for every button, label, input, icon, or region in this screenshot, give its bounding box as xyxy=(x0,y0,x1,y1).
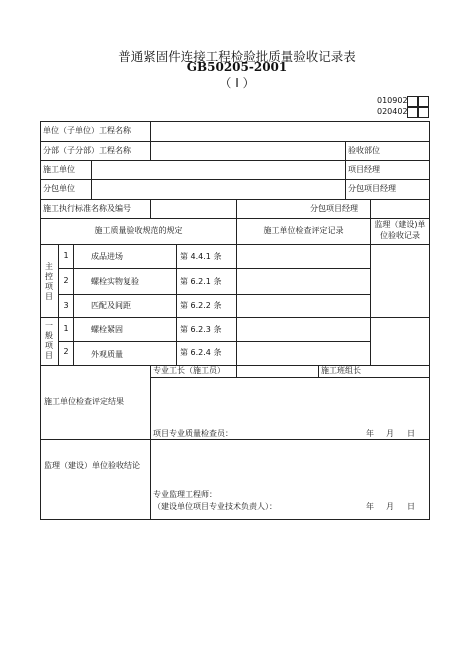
item-name: 螺栓实物复验 xyxy=(91,277,139,286)
table-border xyxy=(41,122,430,520)
item-clause: 第 4.4.1 条 xyxy=(180,252,222,261)
form-number: （ Ⅰ ） xyxy=(219,76,255,90)
supervision-conclusion-label: 监理（建设）单位验收结论 xyxy=(44,461,140,470)
item-no: 1 xyxy=(63,251,69,260)
subcontract-unit-label: 分包单位 xyxy=(43,184,75,193)
item-clause: 第 6.2.4 条 xyxy=(180,348,222,357)
project-manager-label: 项目经理 xyxy=(348,165,380,174)
item-name: 成品进场 xyxy=(91,252,123,261)
month-label: 月 xyxy=(386,429,394,438)
check-result-label: 施工单位检查评定结果 xyxy=(44,397,124,406)
general-label: 一般项目 xyxy=(45,321,53,360)
item-no: 3 xyxy=(63,301,69,310)
check-record-header: 施工单位检查评定记录 xyxy=(263,226,344,235)
supervisor-label: 专业监理工程师： xyxy=(153,490,217,499)
main-control-label: 主控项目 xyxy=(45,262,53,301)
foreman-label: 专业工长（施工员） xyxy=(153,366,225,375)
code-2: 020402 xyxy=(377,107,408,116)
spec-header: 施工质量验收规范的规定 xyxy=(94,226,183,235)
item-no: 2 xyxy=(63,347,69,356)
team-leader-label: 施工班组长 xyxy=(321,366,361,375)
form-title: 普通紧固件连接工程检验批质量验收记录表 xyxy=(118,49,356,64)
item-no: 2 xyxy=(63,276,69,285)
item-name: 匹配及间距 xyxy=(91,301,131,310)
day-label: 日 xyxy=(407,502,415,511)
sub-project-label: 分部（子分部）工程名称 xyxy=(43,146,131,155)
acceptance-part-label: 验收部位 xyxy=(348,146,380,155)
item-name: 螺栓紧固 xyxy=(91,325,123,334)
unit-project-label: 单位（子单位）工程名称 xyxy=(43,126,131,135)
supervision-record-header: 监理（建设)单位验收记录 xyxy=(374,220,426,240)
inspector-label: 项目专业质量检查员： xyxy=(153,429,233,438)
item-no: 1 xyxy=(63,324,69,333)
item-clause: 第 6.2.2 条 xyxy=(180,301,222,310)
supervisor-sub-label: （建设单位项目专业技术负责人）： xyxy=(153,502,277,511)
subcontract-manager-label: 分包项目经理 xyxy=(348,184,396,193)
month-label: 月 xyxy=(386,502,394,511)
item-clause: 第 6.2.3 条 xyxy=(180,325,222,334)
standard-name-label: 施工执行标准名称及编号 xyxy=(43,204,131,213)
code-1: 010902 xyxy=(377,96,408,105)
item-clause: 第 6.2.1 条 xyxy=(180,277,222,286)
construction-unit-label: 施工单位 xyxy=(43,165,75,174)
item-name: 外观质量 xyxy=(91,350,123,359)
day-label: 日 xyxy=(407,429,415,438)
year-label: 年 xyxy=(366,502,374,511)
standard-code: GB50205-2001 xyxy=(186,60,288,74)
subcontract-pm-label: 分包项目经理 xyxy=(310,204,358,213)
year-label: 年 xyxy=(366,429,374,438)
